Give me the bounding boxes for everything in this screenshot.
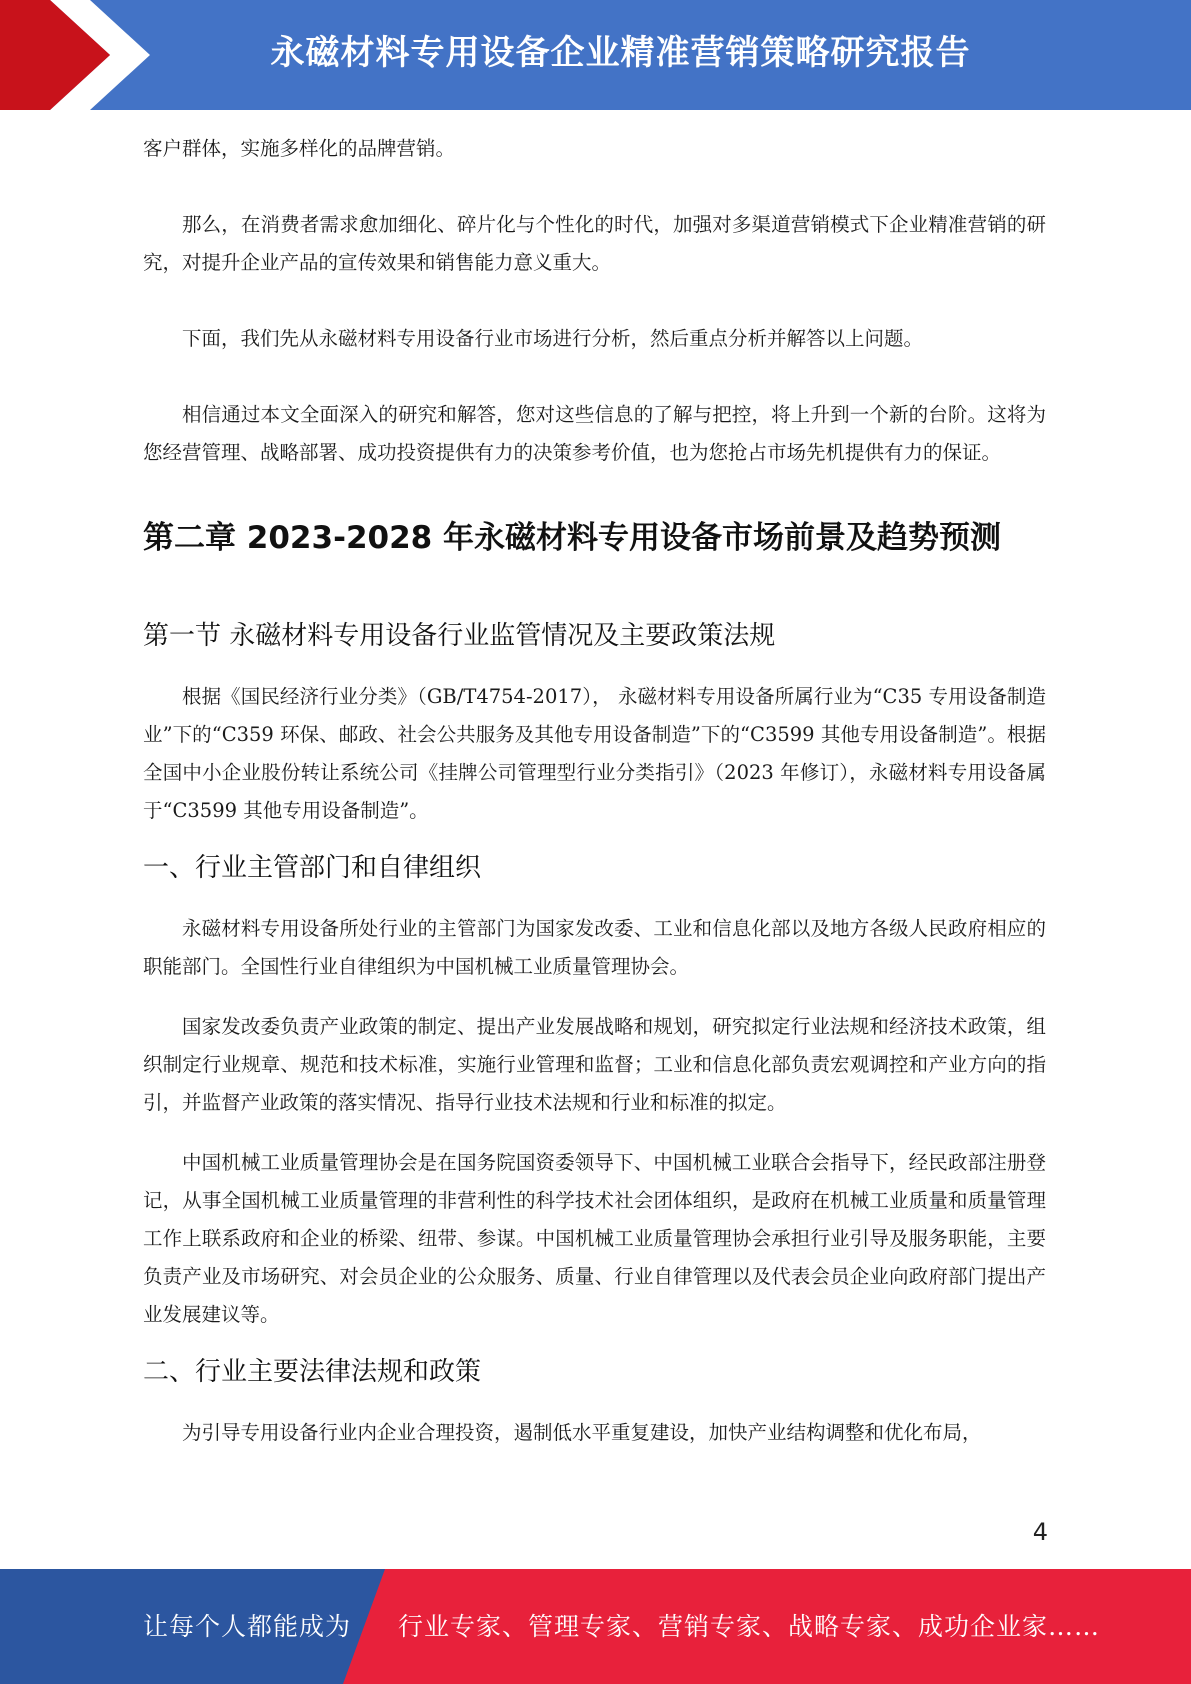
report-title: 永磁材料专用设备企业精准营销策略研究报告 <box>270 33 971 73</box>
subsection1-paragraph-2: 国家发改委负责产业政策的制定、提出产业发展战略和规划，研究拟定行业法规和经济技术政策，组织制定行业规章、规范和技术标准，实施行业管理和监督；工业和信息化部负责宏观调控和产业方向的指引，并监督产业政策的落实情况、指导行业技术法规和行业和标准的拟定。 <box>143 1015 1046 1114</box>
footer-slogan-right: 行业专家、管理专家、营销专家、战略专家、成功企业家…… <box>398 1612 1101 1641</box>
footer-slogan-left: 让每个人都能成为 <box>143 1612 352 1641</box>
intro-paragraph-3: 下面，我们先从永磁材料专用设备行业市场进行分析，然后重点分析并解答以上问题。 <box>182 327 924 350</box>
footer-banner <box>0 1569 1191 1684</box>
subsection-title-2: 二、行业主要法律法规和政策 <box>143 1357 482 1387</box>
intro-paragraph-4: 相信通过本文全面深入的研究和解答，您对这些信息的了解与把控，将上升到一个新的台阶。这将为您经营管理、战略部署、成功投资提供有力的决策参考价值，也为您抢占市场先机提供有力的保证。 <box>143 403 1046 464</box>
subsection1-paragraph-1: 永磁材料专用设备所处行业的主管部门为国家发改委、工业和信息化部以及地方各级人民政府相应的职能部门。全国性行业自律组织为中国机械工业质量管理协会。 <box>143 917 1046 978</box>
page-number: 4 <box>1032 1518 1048 1546</box>
intro-paragraph-1: 客户群体，实施多样化的品牌营销。 <box>143 137 456 160</box>
header-banner <box>0 0 1191 110</box>
subsection-title-1: 一、行业主管部门和自律组织 <box>143 853 482 883</box>
section-paragraph: 根据《国民经济行业分类》（GB/T4754-2017）， 永磁材料专用设备所属行业为“C35 专用设备制造业”下的“C359 环保、邮政、社会公共服务及其他专用设备制造”下的“C3599 其他专用设备制造”。根据全国中小企业股份转让系统公司《挂牌公司管理型行业分类指引》（2023 年修订），永磁材料专用设备属于“C3599 其他专用设备制造”。 <box>143 685 1046 822</box>
intro-paragraph-2: 那么，在消费者需求愈加细化、碎片化与个性化的时代，加强对多渠道营销模式下企业精准营销的研究，对提升企业产品的宣传效果和销售能力意义重大。 <box>143 213 1046 274</box>
document-body <box>143 130 1046 1452</box>
section-title: 第一节 永磁材料专用设备行业监管情况及主要政策法规 <box>143 621 776 651</box>
subsection1-paragraph-3: 中国机械工业质量管理协会是在国务院国资委领导下、中国机械工业联合会指导下，经民政部注册登记，从事全国机械工业质量管理的非营利性的科学技术社会团体组织，是政府在机械工业质量和质量管理工作上联系政府和企业的桥梁、纽带、参谋。中国机械工业质量管理协会承担行业引导及服务职能，主要负责产业及市场研究、对会员企业的公众服务、质量、行业自律管理以及代表会员企业向政府部门提出产业发展建议等。 <box>143 1151 1046 1326</box>
chapter-title: 第二章 2023-2028 年永磁材料专用设备市场前景及趋势预测 <box>143 520 1002 556</box>
subsection2-paragraph: 为引导专用设备行业内企业合理投资，遏制低水平重复建设，加快产业结构调整和优化布局， <box>182 1421 982 1444</box>
